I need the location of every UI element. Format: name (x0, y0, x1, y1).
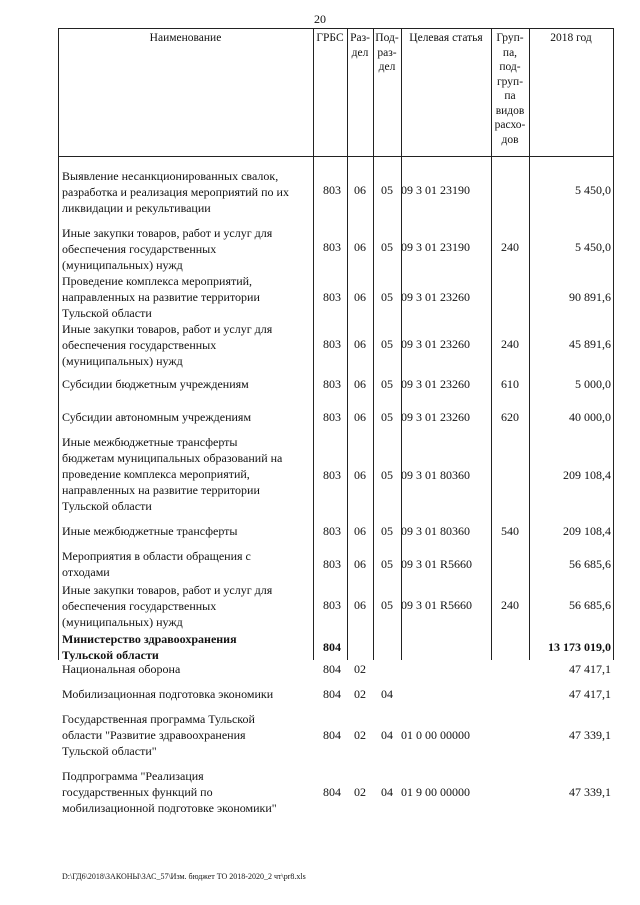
header-celevaya-statya: Целевая статья (409, 32, 483, 44)
table-border-left (58, 28, 59, 660)
header-gruppa: Груп- па, под- груп- па видов расхо- дов (494, 32, 526, 146)
header-grbs: ГРБС (316, 32, 344, 44)
header-podrazdel: Под- раз- дел (375, 32, 399, 73)
page-number: 20 (314, 12, 326, 26)
header-name: Наименование (149, 32, 222, 44)
table-top-border (58, 28, 614, 29)
header-year: 2018 год (550, 32, 592, 44)
header-razdel: Раз- дел (350, 32, 370, 59)
table-border-right (613, 28, 614, 660)
file-path-footer: D:\ГД6\2018\ЗАКОНЫ\ЗАС_57\Изм. бюджет ТО 2018-2020_2 чт\pr8.xls (62, 872, 306, 881)
header-bottom-border (58, 156, 614, 157)
